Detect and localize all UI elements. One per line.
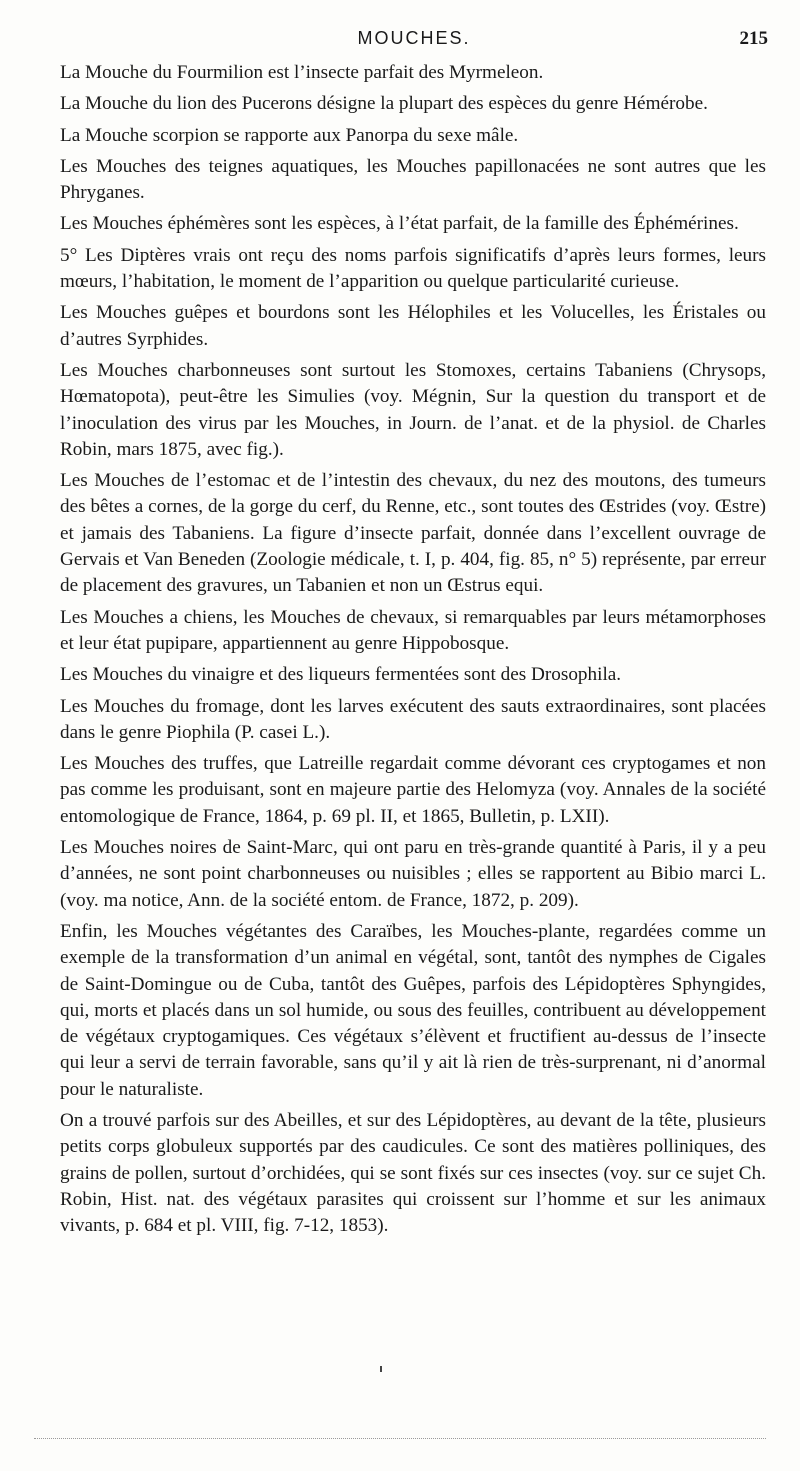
paragraph: On a trouvé parfois sur des Abeilles, et sur des Lépidoptères, au devant de la tête, plusieurs petits corps globuleux supportés par des caudicules. Ce sont des matières polliniques, des grains de pollen, surtout d’orchidées, qui se sont fixés sur ces insectes (voy. sur ce sujet Ch. Robin, Hist. nat. des végétaux parasites qui croissent sur l’homme et sur les animaux vivants, p. 684 et pl. VIII, fig. 7-12, 1853). [60, 1109, 766, 1237]
paragraph: 5° Les Diptères vrais ont reçu des noms parfois significatifs d’après leurs formes, leurs mœurs, l’habitation, le moment de l’apparition ou quelque particularité curieuse. [60, 244, 766, 293]
paragraph: Les Mouches guêpes et bourdons sont les Hélophiles et les Volucelles, les Éristales ou d’autres Syrphides. [60, 302, 766, 350]
page-number: 215 [739, 28, 768, 49]
paragraph: La Mouche scorpion se rapporte aux Panorpa du sexe mâle. [60, 124, 519, 146]
page-header [60, 28, 768, 54]
paragraph: Les Mouches du fromage, dont les larves exécutent des sauts extraordinaires, sont placées dans le genre Piophila (P. casei L.). [60, 695, 766, 743]
paragraph: Les Mouches du vinaigre et des liqueurs fermentées sont des Drosophila. [60, 664, 622, 686]
paragraph: Enfin, les Mouches végétantes des Caraïbes, les Mouches-plante, regardées comme un exemple de la transformation d’un animal en végétal, sont, tantôt des nymphes de Cigales de Saint-Domingue ou de Cuba, tantôt des Guêpes, parfois des Lépidoptères Sphyngides, qui, morts et placés dans un sol humide, ou sous des feuilles, contribuent au développement de végétaux cryptogamiques. Ces végétaux s’élèvent et fructifient au-dessus de l’insecte qui leur a servi de terrain favorable, sans qu’il y ait là rien de très-surprenant, ni d’anormal pour le naturaliste. [60, 920, 766, 1100]
paragraph: Les Mouches des teignes aquatiques, les Mouches papillonacées ne sont autres que les Phryganes. [60, 155, 766, 204]
ink-mark [380, 1366, 382, 1372]
paragraph: Les Mouches a chiens, les Mouches de chevaux, si remarquables par leurs métamorphoses et leur état pupipare, appartiennent au genre Hippobosque. [60, 606, 766, 654]
bottom-rule [34, 1438, 766, 1441]
paragraph: Les Mouches des truffes, que Latreille regardait comme dévorant ces cryptogames et non pas comme les produisant, sont en majeure partie des Helomyza (voy. Annales de la société entomologique de France, 1864, p. 69 pl. II, et 1865, Bulletin, p. LXII). [60, 753, 766, 827]
running-title: MOUCHES. [357, 28, 471, 48]
paragraph: Les Mouches charbonneuses sont surtout les Stomoxes, certains Tabaniens (Chrysops, Hœmatopota), peut-être les Simulies (voy. Mégnin, Sur la question du transport et de l’inoculation des virus par les Mouches, in Journ. de l’anat. et de la physiol. de Charles Robin, mars 1875, avec fig.). [60, 359, 766, 460]
paragraph: Les Mouches noires de Saint-Marc, qui ont paru en très-grande quantité à Paris, il y a peu d’années, ne sont point charbonneuses ou nuisibles ; elles se rapportent au Bibio marci L. (voy. ma notice, Ann. de la société entom. de France, 1872, p. 209). [60, 837, 766, 911]
body-text [60, 60, 766, 1244]
paragraph: La Mouche du lion des Pucerons désigne la plupart des espèces du genre Hémérobe. [60, 93, 708, 115]
paragraph: Les Mouches de l’estomac et de l’intestin des chevaux, du nez des moutons, des tumeurs des bêtes a cornes, de la gorge du cerf, du Renne, etc., sont toutes des Œstrides (voy. Œstre) et jamais des Tabaniens. La figure d’insecte parfait, donnée dans l’excellent ouvrage de Gervais et Van Beneden (Zoologie médicale, t. I, p. 404, fig. 85, n° 5) représente, par erreur de placement des gravures, un Tabanien et non un Œstrus equi. [60, 470, 766, 597]
paragraph: La Mouche du Fourmilion est l’insecte parfait des Myrmeleon. [60, 62, 544, 83]
paragraph: Les Mouches éphémères sont les espèces, à l’état parfait, de la famille des Éphémérines. [60, 213, 739, 235]
